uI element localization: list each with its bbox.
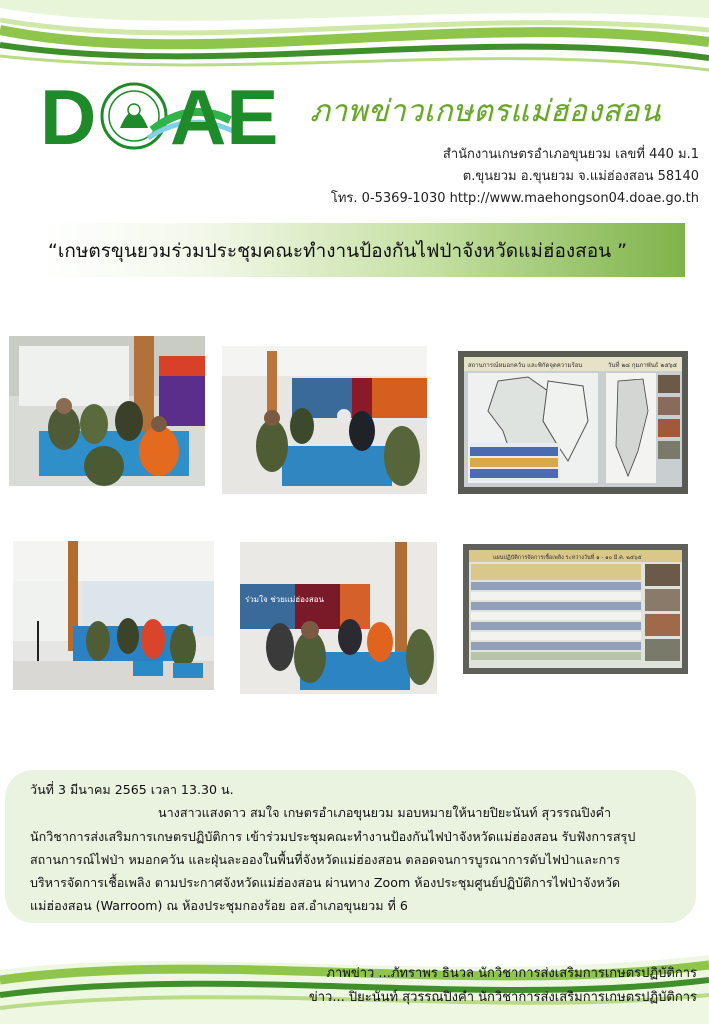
header-title: ภาพข่าวเกษตรแม่ฮ่องสอน [310,94,661,129]
news-body-line: นักวิชาการส่งเสริมการเกษตรปฏิบัติการ เข้าร่วมประชุมคณะทำงานป้องกันไฟป่าจังหวัดแม่ฮ่องสอน รับฟังการสรุป [30,828,636,844]
doae-logo [40,80,290,152]
map-slide-date: วันที่ ๒๘ กุมภาพันธ์ ๒๕๖๕ [608,362,678,369]
map-slide-photo [458,351,688,494]
news-credit: ข่าว... ปิยะนันท์ สุวรรณปิงคำ นักวิชาการส่งเสริมการเกษตรปฏิบัติการ [308,990,697,1005]
svg-text:AE: AE [170,80,279,152]
address-line: สำนักงานเกษตรอำเภอขุนยวม เลขที่ 440 ม.1 [442,147,699,162]
banner-text: ร่วมใจ ช่วยแม่ฮ่องสอน [245,595,324,604]
meeting-photo-2 [222,346,427,494]
news-body-line: นางสาวแสงดาว สมใจ เกษตรอำเภอขุนยวม มอบหมายให้นายปิยะนันท์ สุวรรณปิงคำ [158,805,612,821]
address-line: ต.ขุนยวม อ.ขุนยวม จ.แม่ฮ่องสอน 58140 [462,169,699,184]
photo-credit: ภาพข่าว ...ภัทราพร ธินวล นักวิชาการส่งเสริมการเกษตรปฏิบัติการ [326,966,697,981]
table-slide-photo [463,544,688,674]
news-headline: “เกษตรขุนยวมร่วมประชุมคณะทำงานป้องกันไฟป่าจังหวัดแม่ฮ่องสอน ” [48,240,628,262]
svg-text:D: D [40,80,97,152]
map-slide-title: สถานการณ์หมอกควัน และพิกัดจุดความร้อน [468,362,583,369]
contact-line: โทร. 0-5369-1030 http://www.maehongson04.doae.go.th [330,191,699,206]
meeting-photo-1 [9,336,205,486]
table-slide-title: แผนปฏิบัติการจัดการเชื้อเพลิง ระหว่างวันที่ ๑ - ๑๐ มี.ค. ๒๕๖๕ [493,555,642,561]
news-date-line: วันที่ 3 มีนาคม 2565 เวลา 13.30 น. [30,782,234,797]
news-body-line: แม่ฮ่องสอน (Warroom) ณ ห้องประชุมกองร้อย อส.อำเภอขุนยวม ที่ 6 [30,898,408,914]
meeting-photo-3 [13,541,214,690]
news-body-line: บริหารจัดการเชื้อเพลิง ตามประกาศจังหวัดแม่ฮ่องสอน ผ่านทาง Zoom ห้องประชุมศูนย์ปฏิบัติการไฟป่าจังหวัด [30,875,621,891]
meeting-photo-4 [240,542,437,694]
news-body-line: สถานการณ์ไฟป่า หมอกควัน และฝุ่นละอองในพื้นที่จังหวัดแม่ฮ่องสอน ตลอดจนการบูรณาการดับไฟป่าและการ [30,851,621,867]
top-swoosh-decoration [0,0,709,80]
news-body [30,778,690,918]
